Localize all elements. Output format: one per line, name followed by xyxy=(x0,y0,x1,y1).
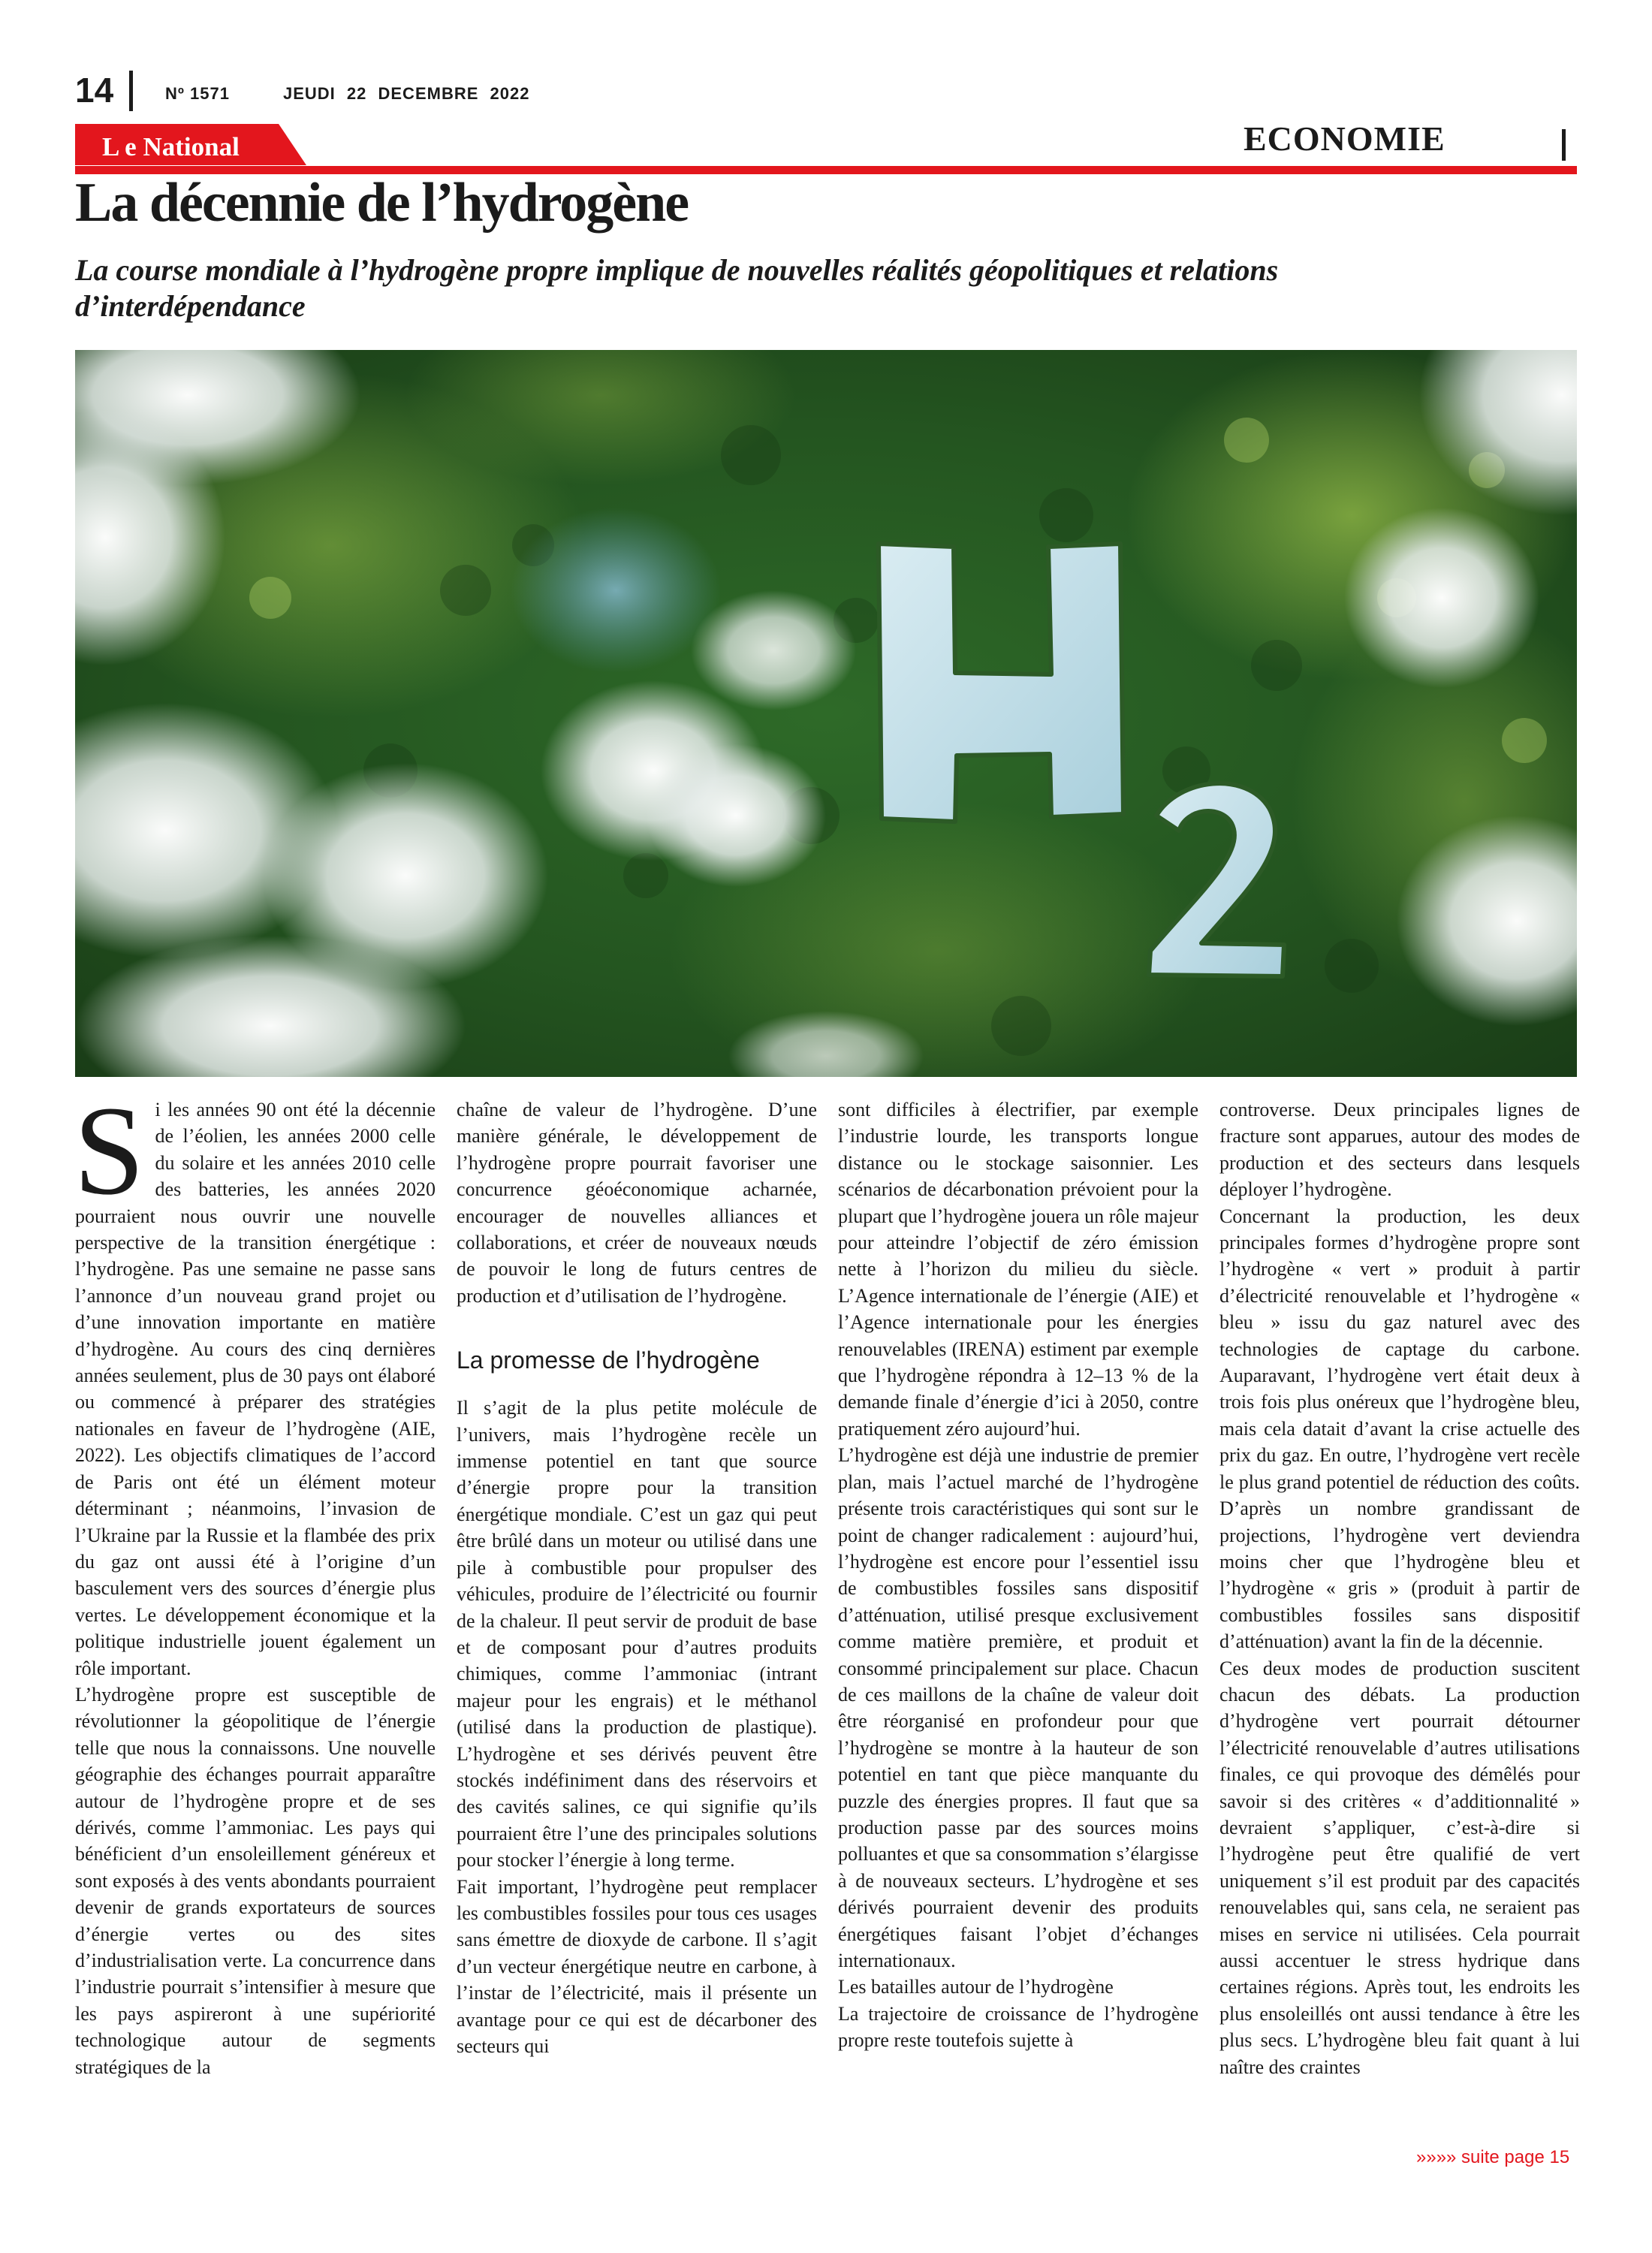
paragraph: Il s’agit de la plus petite molécule de l’univers, mais l’hydrogène recèle un immense potentiel en tant que source d’énergie propre pour la transition énergétique mondiale. C’est un gaz qui peut être brûlé dans un moteur ou utilisé dans une pile à combustible pour propulser des véhicules, produire de l’électricité ou fournir de la chaleur. Il peut servir de produit de base et de composant pour d’autres produits chimiques, comme l’ammoniac (intrant majeur pour les engrais) et le méthanol (utilisé dans la production de plastique). L’hydrogène et ses dérivés peuvent être stockés indéfiniment dans des réservoirs et des cavités salines, ce qui signifie qu’ils pourraient être l’une des principales solutions pour stocker l’énergie à long terme. xyxy=(457,1397,817,1871)
paragraph: controverse. Deux principales lignes de fracture sont apparues, autour des modes de production et des secteurs dans lesquels déployer l’hydrogène. xyxy=(1219,1099,1580,1201)
article-column-1 xyxy=(74,1080,436,2148)
continuation-link[interactable]: »»»» suite page 15 xyxy=(1416,2147,1570,2167)
section-label: ECONOMIE xyxy=(1244,119,1446,158)
page-number: 14 xyxy=(75,71,114,110)
paragraph: La trajectoire de croissance de l’hydrogène propre reste toutefois sujette à xyxy=(838,2002,1198,2052)
paragraph: Concernant la production, les deux principales formes d’hydrogène propre sont l’hydrogène « vert » produit à partir d’électricité renouvelable et l’hydrogène « bleu » issu du gaz naturel avec des technologies de captage du carbone. Auparavant, l’hydrogène vert était deux à trois fois plus onéreux que l’hydrogène bleu, mais cela datait d’avant la crise actuelle des prix du gaz. En outre, l’hydrogène vert recèle le plus grand potentiel de réduction des coûts. D’après un nombre grandissant de projections, l’hydrogène vert deviendra moins cher que l’hydrogène bleu et l’hydrogène « gris » (produit à partir de combustibles fossiles sans dispositif d’atténuation) avant la fin de la décennie. xyxy=(1219,1205,1580,1653)
article-subhead: La promesse de l’hydrogène xyxy=(457,1347,760,1374)
paragraph: i les années 90 ont été la décennie de l’éolien, les années 2000 celle du solaire et les années 2010 celle des batteries, les années 2020 pourraient nous ouvrir une nouvelle perspective de la transition énergétique : l’hydrogène. Pas une semaine ne passe sans l’annonce d’un nouveau grand projet ou d’une innovation importante en matière d’hydrogène. Au cours des cinq dernières années seulement, plus de 30 pays ont élaboré ou commencé à préparer des stratégies nationales en faveur de l’hydrogène (AIE, 2022). Les objectifs climatiques de l’accord de Paris ont été un élément moteur déterminant ; néanmoins, l’invasion de l’Ukraine par la Russie et la flambée des prix du gaz ont aussi été à l’origine d’un basculement vers des sources d’énergie plus vertes. Le développement économique et la politique industrielle jouent également un rôle important. xyxy=(75,1099,436,1679)
section-divider xyxy=(1562,129,1566,161)
issue-number: Nº 1571 xyxy=(165,84,230,103)
forest-h2-illustration xyxy=(75,350,1577,1077)
paragraph: L’hydrogène propre est susceptible de révolutionner la géopolitique de l’énergie telle que nous la connaissons. Une nouvelle géographie des échanges pourrait apparaître autour de l’hydrogène propre et de ses dérivés, comme l’ammoniac. Les pays qui bénéficient d’un ensoleillement généreux et sont exposés à des vents abondants pourraient devenir de grands exportateurs de sources d’énergie vertes ou des sites d’industrialisation verte. La concurrence dans l’industrie pourrait s’intensifier à mesure que les pays aspireront à une supériorité technologique autour de segments stratégiques de la xyxy=(75,1683,436,2078)
paragraph: L’hydrogène est déjà une industrie de premier plan, mais l’actuel marché de l’hydrogène présente trois caractéristiques qui sont sur le point de changer radicalement : aujourd’hui, l’hydrogène est encore pour l’essentiel issu de combustibles fossiles sans dispositif d’atténuation, utilisé presque exclusivement comme matière première, et produit et consommé principalement sur place. Chacun de ces maillons de la chaîne de valeur doit être réorganisé en profondeur pour que l’hydrogène se montre à la hauteur de son potentiel en tant que pièce manquante du puzzle des énergies propres. Il faut que sa production passe par des sources moins polluantes et que sa consommation s’élargisse à de nouveaux secteurs. L’hydrogène et ses dérivés pourraient devenir des produits énergétiques faisant l’objet d’échanges internationaux. xyxy=(838,1444,1198,1971)
issue-date: JEUDI 22 DECEMBRE 2022 xyxy=(283,84,530,103)
paragraph: chaîne de valeur de l’hydrogène. D’une manière générale, le développement de l’hydrogène propre pourrait favoriser une concurrence géoéconomique acharnée, encourager de nouvelles alliances et collaborations, et créer de nouveaux nœuds de pouvoir le long de futurs centres de production et d’utilisation de l’hydrogène. xyxy=(457,1099,817,1307)
article-column-3 xyxy=(838,1096,1198,2148)
drop-cap: S xyxy=(74,1080,145,1221)
article-column-2 xyxy=(457,1096,817,2148)
article-photo xyxy=(75,350,1577,1077)
paragraph: sont difficiles à électrifier, par exemple l’industrie lourde, les transports longue distance ou le stockage saisonnier. Les scénarios de décarbonation prévoient pour la plupart que l’hydrogène jouera un rôle majeur pour atteindre l’objectif de zéro émission nette à l’horizon du milieu du siècle. L’Agence internationale de l’énergie (AIE) et l’Agence internationale pour les énergies renouvelables (IRENA) estiment par exemple que l’hydrogène répondra à 12–13 % de la demande finale d’énergie d’ici à 2050, contre pratiquement zéro aujourd’hui. xyxy=(838,1099,1198,1440)
paragraph: Fait important, l’hydrogène peut remplacer les combustibles fossiles pour tous ces usages sans émettre de dioxyde de carbone. Il s’agit d’un vecteur énergétique neutre en carbone, à l’instar de l’électricité, mais il présente un avantage pour ce qui est de décarboner des secteurs qui xyxy=(457,1875,817,2057)
article-standfirst: La course mondiale à l’hydrogène propre implique de nouvelles réalités géopolitiques et relations d’interdépendance xyxy=(75,253,1279,323)
page-number-divider xyxy=(129,71,133,111)
article-headline: La décennie de l’hydrogène xyxy=(75,172,689,234)
paragraph: Les batailles autour de l’hydrogène xyxy=(838,1976,1114,1998)
article-column-4 xyxy=(1219,1096,1580,2148)
brand-logo-text: L e National xyxy=(102,132,240,161)
paragraph: Ces deux modes de production suscitent chacun des débats. La production d’hydrogène vert pourrait détourner l’électricité renouvelable d’autres utilisations finales, ce qui provoque des démêlés pour savoir si des critères « d’additionnalité » devraient s’appliquer, c’est-à-dire si l’hydrogène peut être qualifié de vert uniquement s’il est produit par des capacités renouvelables qui, sans cela, ne seraient pas mises en service ni utilisées. Cela pourrait aussi accentuer le stress hydrique dans certaines régions. Après tout, les endroits les plus ensoleillés ont aussi tendance à être les plus secs. L’hydrogène bleu fait quant à lui naître des craintes xyxy=(1219,1657,1580,2078)
